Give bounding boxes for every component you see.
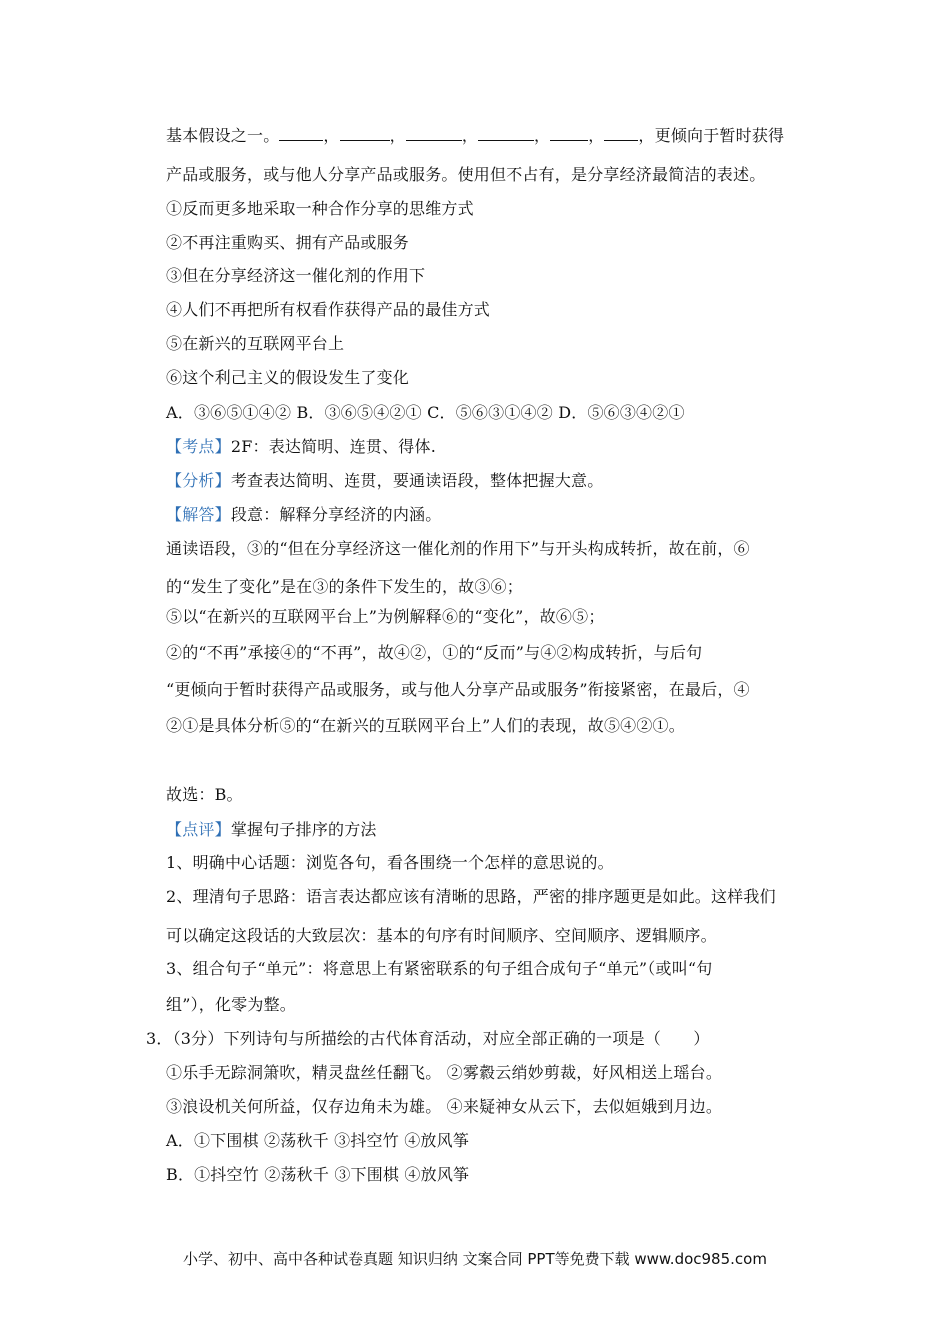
blank-1 — [279, 126, 323, 141]
jieda-tag: 【解答】 — [166, 505, 231, 524]
tip-line-1: 1、明确中心话题：浏览各句，看各围绕一个怎样的意思说的。 — [166, 853, 614, 872]
fenxi-line — [166, 471, 603, 491]
separator: ， — [534, 126, 551, 145]
passage-line-1 — [166, 126, 784, 146]
poem-line-1: ①乐手无踪洞箫吹，精灵盘丝任翻飞。 ②雾縠云绡妙剪裁，好风相送上瑶台。 — [166, 1063, 723, 1082]
explain-line-1: 通读语段，③的“但在分享经济这一催化剂的作用下”与开头构成转折，故在前，⑥ — [166, 539, 750, 558]
fenxi-tag: 【分析】 — [166, 471, 231, 490]
footer-text: 小学、初中、高中各种试卷真题 知识归纳 文案合同 PPT等免费下载 www.doc985.com — [183, 1250, 767, 1268]
separator: ， — [461, 126, 479, 145]
kaodian-line — [166, 437, 436, 457]
blank-2 — [340, 126, 390, 141]
explain-line-2: 的“发生了变化”是在③的条件下发生的，故③⑥； — [166, 577, 523, 596]
dianping-tag: 【点评】 — [166, 820, 231, 839]
option-6: ⑥这个利己主义的假设发生了变化 — [166, 368, 410, 387]
tip-line-2: 2、理清句子思路：语言表达都应该有清晰的思路，严密的排序题更是如此。这样我们 — [166, 887, 776, 906]
tip-line-4: 3、组合句子“单元”：将意思上有紧密联系的句子组合成句子“单元”（或叫“句 — [166, 959, 713, 978]
explain-line-5: “更倾向于暂时获得产品或服务，或与他人分享产品或服务”衔接紧密，在最后，④ — [166, 680, 750, 699]
option-3: ③但在分享经济这一催化剂的作用下 — [166, 266, 426, 285]
tip-line-3: 可以确定这段话的大致层次：基本的句序有时间顺序、空间顺序、逻辑顺序。 — [166, 926, 717, 945]
poem-line-2: ③浪设机关何所益，仅存边角未为雄。 ④来疑神女从云下，去似姮娥到月边。 — [166, 1097, 723, 1116]
tip-line-5: 组”），化零为整。 — [166, 995, 296, 1014]
question-stem: （3分）下列诗句与所描绘的古代体育活动，对应全部正确的一项是（ ） — [172, 1029, 710, 1048]
q3-option-b: B．①抖空竹 ②荡秋千 ③下围棋 ④放风筝 — [166, 1165, 470, 1184]
question-number: 3． — [146, 1029, 173, 1048]
separator: ， — [323, 126, 340, 145]
option-2: ②不再注重购买、拥有产品或服务 — [166, 233, 410, 252]
explain-line-6: ②①是具体分析⑤的“在新兴的互联网平台上”人们的表现，故⑤④②①。 — [166, 716, 685, 735]
jieda-text: 段意：解释分享经济的内涵。 — [230, 505, 442, 524]
blank-4 — [478, 126, 534, 141]
dianping-text: 掌握句子排序的方法 — [230, 820, 377, 839]
separator: ， — [389, 126, 406, 145]
q3-option-a: A．①下围棋 ②荡秋千 ③抖空竹 ④放风筝 — [166, 1131, 470, 1150]
answer-line: 故选：B。 — [166, 785, 243, 804]
option-4: ④人们不再把所有权看作获得产品的最佳方式 — [166, 300, 491, 319]
option-1: ①反而更多地采取一种合作分享的思维方式 — [166, 199, 474, 218]
answer-choices: A．③⑥⑤①④② B．③⑥⑤④②① C．⑤⑥③①④② D．⑤⑥③④②① — [166, 403, 685, 422]
kaodian-tag: 【考点】 — [166, 437, 231, 456]
blank-5 — [550, 126, 588, 141]
dianping-line — [166, 820, 377, 840]
blank-6 — [604, 126, 638, 141]
blank-3 — [406, 126, 462, 141]
explain-line-3: ⑤以“在新兴的互联网平台上”为例解释⑥的“变化”，故⑥⑤； — [166, 607, 605, 626]
option-5: ⑤在新兴的互联网平台上 — [166, 334, 345, 353]
question-3-line — [146, 1029, 710, 1049]
kaodian-text: 2F：表达简明、连贯、得体. — [230, 437, 436, 456]
passage-lead: 基本假设之一。 — [166, 126, 280, 145]
separator: ， — [588, 126, 605, 145]
passage-tail: ，更倾向于暂时获得 — [638, 126, 785, 145]
explain-line-4: ②的“不再”承接④的“不再”，故④②，①的“反而”与④②构成转折，与后句 — [166, 643, 703, 662]
passage-line-2: 产品或服务，或与他人分享产品或服务。使用但不占有，是分享经济最简洁的表述。 — [166, 165, 766, 184]
fenxi-text: 考查表达简明、连贯，要通读语段，整体把握大意。 — [230, 471, 604, 490]
jieda-line — [166, 505, 441, 525]
